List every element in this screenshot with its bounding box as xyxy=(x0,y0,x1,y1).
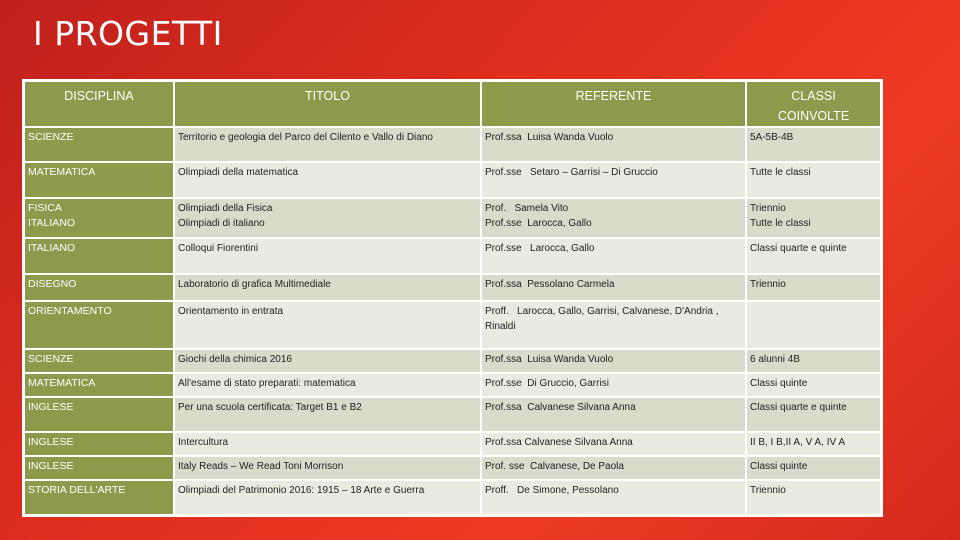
cell-disciplina xyxy=(25,350,173,372)
cell-titolo xyxy=(175,275,480,300)
cell-classi-line: Classi quinte xyxy=(750,378,808,389)
cell-disciplina xyxy=(25,398,173,431)
cell-referente xyxy=(482,481,745,514)
cell-titolo xyxy=(175,350,480,372)
cell-disciplina-line: ORIENTAMENTO xyxy=(28,305,112,317)
table-header-row xyxy=(25,82,880,126)
cell-classi-line: Classi quarte e quinte xyxy=(750,402,847,413)
cell-disciplina-line: ITALIANO xyxy=(28,242,76,254)
cell-disciplina-line: SCIENZE xyxy=(28,131,74,143)
table-body xyxy=(25,128,880,514)
cell-classi-line: Classi quarte e quinte xyxy=(750,243,847,254)
cell-referente xyxy=(482,302,745,348)
cell-titolo xyxy=(175,457,480,479)
header-titolo: TITOLO xyxy=(175,82,480,126)
cell-referente-line: Prof. sse Calvanese, De Paola xyxy=(485,461,624,472)
cell-classi xyxy=(747,350,880,372)
projects-table-container xyxy=(22,79,883,517)
cell-disciplina-line: MATEMATICA xyxy=(28,166,96,178)
cell-titolo xyxy=(175,199,480,237)
cell-classi xyxy=(747,457,880,479)
table-row xyxy=(25,199,880,237)
table-row xyxy=(25,398,880,431)
cell-referente xyxy=(482,398,745,431)
cell-referente-line: Proff. Larocca, Gallo, Garrisi, Calvanese, D'Andria , xyxy=(485,306,719,317)
cell-titolo-line: Territorio e geologia del Parco del Cilento e Vallo di Diano xyxy=(178,132,433,143)
cell-classi-line: Tutte le classi xyxy=(750,218,811,229)
cell-disciplina xyxy=(25,163,173,197)
cell-referente-line: Prof.ssa Luisa Wanda Vuolo xyxy=(485,132,614,143)
table-row xyxy=(25,433,880,455)
cell-classi-line: Triennio xyxy=(750,485,786,496)
cell-titolo-line: Italy Reads – We Read Toni Morrison xyxy=(178,461,344,472)
cell-classi xyxy=(747,239,880,273)
cell-referente-line: Prof. Samela Vito xyxy=(485,203,569,214)
cell-classi xyxy=(747,433,880,455)
cell-classi xyxy=(747,481,880,514)
cell-referente-line: Rinaldi xyxy=(485,321,516,332)
cell-referente-line: Prof.ssa Luisa Wanda Vuolo xyxy=(485,354,614,365)
cell-disciplina-line: INGLESE xyxy=(28,401,74,413)
cell-referente xyxy=(482,457,745,479)
cell-classi xyxy=(747,302,880,348)
cell-disciplina-line: FISICA xyxy=(28,202,62,214)
cell-titolo-line: Colloqui Fiorentini xyxy=(178,243,259,254)
cell-referente-line: Prof.sse Larocca, Gallo xyxy=(485,218,592,229)
header-classi-line1: CLASSI xyxy=(791,89,836,103)
table-row xyxy=(25,302,880,348)
cell-referente-line: Prof.sse Larocca, Gallo xyxy=(485,243,595,254)
cell-titolo-line: Olimpiadi del Patrimonio 2016: 1915 – 18 Arte e Guerra xyxy=(178,485,425,496)
header-referente: REFERENTE xyxy=(482,82,745,126)
cell-disciplina xyxy=(25,128,173,161)
header-classi-line2: COINVOLTE xyxy=(777,109,850,123)
cell-referente xyxy=(482,374,745,396)
cell-disciplina xyxy=(25,481,173,514)
header-disciplina: DISCIPLINA xyxy=(25,82,173,126)
cell-classi xyxy=(747,163,880,197)
cell-classi xyxy=(747,199,880,237)
projects-table xyxy=(23,80,882,516)
page-title: I PROGETTI xyxy=(33,14,223,53)
cell-classi-line: II B, I B,II A, V A, IV A xyxy=(750,437,846,448)
cell-classi-line: 5A-5B-4B xyxy=(750,132,794,143)
cell-titolo-line: Orientamento in entrata xyxy=(178,306,284,317)
cell-classi xyxy=(747,374,880,396)
cell-referente xyxy=(482,199,745,237)
cell-classi xyxy=(747,398,880,431)
cell-referente xyxy=(482,163,745,197)
cell-disciplina-line: ITALIANO xyxy=(28,217,76,229)
cell-titolo-line: Giochi della chimica 2016 xyxy=(178,354,292,365)
cell-disciplina xyxy=(25,199,173,237)
header-classi xyxy=(747,82,880,126)
cell-referente xyxy=(482,128,745,161)
cell-disciplina-line: MATEMATICA xyxy=(28,377,96,389)
cell-referente-line: Prof.sse Di Gruccio, Garrisi xyxy=(485,378,609,389)
cell-disciplina xyxy=(25,239,173,273)
table-row xyxy=(25,128,880,161)
cell-titolo xyxy=(175,128,480,161)
cell-referente-line: Proff. De Simone, Pessolano xyxy=(485,485,619,496)
cell-disciplina xyxy=(25,374,173,396)
cell-classi xyxy=(747,275,880,300)
cell-titolo xyxy=(175,302,480,348)
table-row xyxy=(25,481,880,514)
cell-disciplina xyxy=(25,457,173,479)
table-row xyxy=(25,457,880,479)
cell-referente xyxy=(482,239,745,273)
cell-disciplina-line: STORIA DELL'ARTE xyxy=(28,484,126,496)
cell-titolo xyxy=(175,481,480,514)
cell-disciplina xyxy=(25,302,173,348)
table-row xyxy=(25,163,880,197)
cell-referente xyxy=(482,350,745,372)
cell-titolo-line: Per una scuola certificata: Target B1 e B2 xyxy=(178,402,362,413)
table-row xyxy=(25,239,880,273)
cell-titolo xyxy=(175,433,480,455)
cell-referente-line: Prof.sse Setaro – Garrisi – Di Gruccio xyxy=(485,167,658,178)
cell-classi-line: Triennio xyxy=(750,203,786,214)
cell-classi-line: Tutte le classi xyxy=(750,167,811,178)
table-row xyxy=(25,350,880,372)
cell-referente-line: Prof.ssa Pessolano Carmela xyxy=(485,279,615,290)
cell-titolo xyxy=(175,239,480,273)
cell-disciplina-line: INGLESE xyxy=(28,436,74,448)
cell-disciplina xyxy=(25,275,173,300)
cell-titolo-line: Laboratorio di grafica Multimediale xyxy=(178,279,331,290)
cell-disciplina-line: SCIENZE xyxy=(28,353,74,365)
cell-disciplina-line: INGLESE xyxy=(28,460,74,472)
cell-disciplina xyxy=(25,433,173,455)
cell-classi xyxy=(747,128,880,161)
cell-classi-line: 6 alunni 4B xyxy=(750,354,801,365)
cell-titolo-line: Intercultura xyxy=(178,437,229,448)
cell-titolo-line: Olimpiadi della Fisica xyxy=(178,203,273,214)
cell-classi-line: Classi quinte xyxy=(750,461,808,472)
cell-disciplina-line: DISEGNO xyxy=(28,278,77,290)
table-row xyxy=(25,374,880,396)
cell-titolo-line: All'esame di stato preparati: matematica xyxy=(178,378,356,389)
cell-titolo-line: Olimpiadi di italiano xyxy=(178,218,265,229)
cell-referente-line: Prof.ssa Calvanese Silvana Anna xyxy=(485,402,636,413)
cell-referente xyxy=(482,275,745,300)
cell-titolo-line: Olimpiadi della matematica xyxy=(178,167,299,178)
table-row xyxy=(25,275,880,300)
cell-titolo xyxy=(175,374,480,396)
cell-referente xyxy=(482,433,745,455)
cell-referente-line: Prof.ssa Calvanese Silvana Anna xyxy=(485,437,633,448)
cell-classi-line: Triennio xyxy=(750,279,786,290)
cell-titolo xyxy=(175,163,480,197)
cell-titolo xyxy=(175,398,480,431)
